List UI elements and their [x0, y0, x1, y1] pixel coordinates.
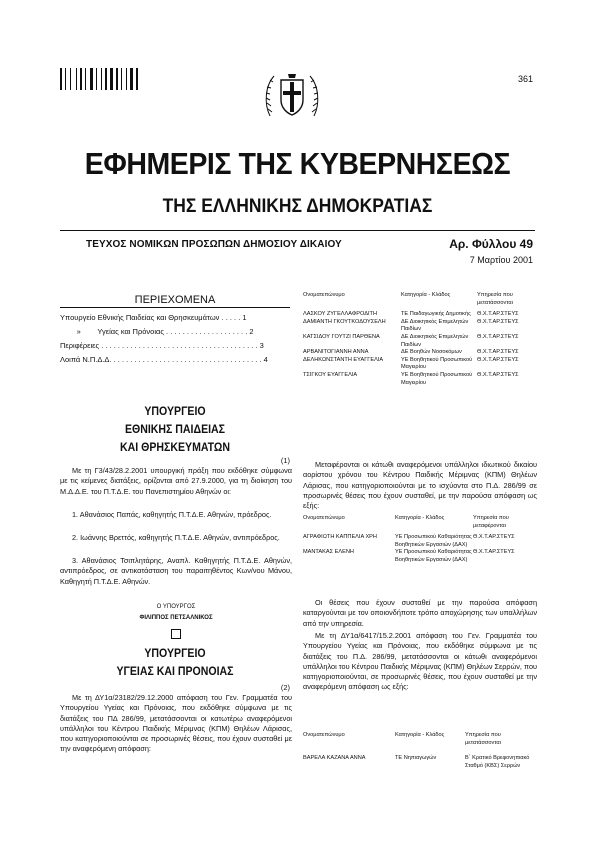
table-header-cell: Κατηγορία - Κλάδος	[395, 732, 445, 738]
barcode-bar	[76, 68, 77, 90]
page-number: 361	[517, 74, 533, 84]
sheet-number: Αρ. Φύλλου 49	[449, 237, 533, 251]
toc-item-label: Περιφέρειες	[60, 341, 100, 350]
table-cell: ΤΕ Παιδαγωγικής Δημοτικής	[401, 311, 471, 318]
toc-heading: ΠΕΡΙΕΧΟΜΕΝΑ	[134, 294, 216, 306]
barcode-bar	[119, 68, 120, 90]
barcode-bar	[60, 68, 62, 90]
table-header-row	[303, 515, 537, 530]
barcode-bar	[130, 68, 133, 90]
barcode-bar	[63, 68, 64, 90]
barcode-bar	[114, 68, 115, 90]
toc-leader: . . . . . . . . . . . . . . . . . . . . . . . . . . . . . . . . . . . . . .	[99, 341, 260, 350]
table-cell: Θ.Χ.Τ.ΑΡ.ΣΤΕΥΣ	[477, 333, 519, 340]
decision-paragraph: Οι θέσεις που έχουν συσταθεί με την παρούσα απόφαση καταργούνται με τον οποιονδήποτε τρόπο αποχώρησης των υπαλλήλων από την υπηρεσία.	[303, 598, 537, 628]
issue-type: ΤΕΥΧΟΣ ΝΟΜΙΚΩΝ ΠΡΟΣΩΠΩΝ ΔΗΜΟΣΙΟΥ ΔΙΚΑΙΟΥ	[86, 239, 342, 250]
table-cell: ΥΕ Προσωπικού Καθαριότητας Βοηθητικών Εργασιών (ΔΑΧ)	[395, 549, 472, 563]
barcode-bar	[83, 68, 84, 90]
table-cell: ΤΕ Νηπιαγωγών	[395, 755, 437, 762]
table-row	[303, 319, 537, 334]
table-cell: ΥΕ Βοηθητικού Προσωπικού Μαγειρίου	[401, 356, 473, 371]
barcode-bar	[78, 68, 79, 90]
barcode-bar	[121, 68, 122, 90]
decision-paragraph: Μεταφέρονται οι κάτωθι αναφερόμενοι υπάλληλοι ιδιωτικού δικαίου αορίστου χρόνου του Κέντρου Παιδικής Μέριμνας (ΚΠΜ) Θηλέων Λάρισας, που κατηγοριοποιούνται με το ισχύοντα στο Π.Δ. 286/99 σε προσωρινές θέσεις που έχουν συσταθεί, με την παρούσα απόφαση ως εξής:	[303, 460, 537, 511]
table-header-cell: Υπηρεσία που μετατάσσονται	[465, 732, 501, 746]
toc-item[interactable]	[60, 341, 292, 350]
toc-leader: . . . . . . . . . . . . . . . . . . . .	[163, 327, 250, 336]
toc-page: 2	[249, 327, 254, 336]
signature-name: ΦΙΛΙΠΠΟΣ ΠΕΤΣΑΛΝΙΚΟΣ	[139, 615, 213, 621]
toc-divider	[60, 307, 290, 308]
barcode-bar	[108, 68, 109, 90]
decision-paragraph: 3. Αθανάσιος Τσιπλητάρης, Αναπλ. Καθηγητής Π.Τ.Δ.Ε. Αθηνών, αντιπρόεδρος, σε αντικατάσταση του παραιτηθέντος Κων/νου Μάνου, Καθηγητή Π.Τ.Δ.Ε. Αθηνών.	[60, 556, 292, 586]
table-row	[303, 357, 537, 372]
table-cell: ΜΑΝΤΑΚΑΣ ΕΛΕΝΗ	[303, 549, 354, 556]
barcode-bar	[110, 68, 113, 90]
table-header-cell: Ονοματεπώνυμο	[303, 515, 345, 521]
table-cell: Θ.Χ.Τ.ΑΡ.ΣΤΕΥΣ	[477, 371, 519, 378]
table-header-cell: Υπηρεσία που μεταφέρονται	[473, 515, 509, 529]
table-cell: ΑΓΡΑΦΙΩΤΗ ΚΑΠΠΕΛΙΑ ΧΡΗ	[303, 534, 377, 541]
personnel-table	[303, 515, 537, 565]
toc-item-label: Υπουργείο Εθνικής Παιδείας και Θρησκευμάτων	[60, 313, 220, 322]
barcode-bar	[103, 68, 104, 90]
toc-page: 3	[259, 341, 264, 350]
table-row	[303, 334, 537, 349]
toc-page: 4	[263, 355, 268, 364]
table-header-cell: Κατηγορία - Κλάδος	[401, 292, 451, 298]
table-cell: ΛΑΣΚΟΥ ΖΥΓΕΛΛΑΦΡΟΔΙΤΗ	[303, 311, 378, 318]
table-cell: Β΄ Κρατικό Βρεφονηπιακό Σταθμό (ΚΒΣ) Σερρών	[465, 755, 530, 769]
header-divider	[60, 230, 535, 231]
table-cell: Θ.Χ.Τ.ΑΡ.ΣΤΕΥΣ	[477, 318, 519, 325]
table-cell: ΔΕ Βοηθών Νοσοκόμων	[401, 349, 462, 356]
decision-number: (2)	[280, 683, 290, 692]
table-cell: Θ.Χ.Τ.ΑΡ.ΣΤΕΥΣ	[477, 311, 519, 318]
table-row	[303, 549, 537, 564]
table-cell: Θ.Χ.Τ.ΑΡ.ΣΤΕΥΣ	[473, 534, 515, 541]
barcode-bar	[123, 68, 125, 90]
signature-role: Ο ΥΠΟΥΡΓΟΣ	[156, 604, 196, 610]
table-header-cell: Υπηρεσία που μετατάσσονται	[477, 292, 513, 306]
table-cell: ΔΑΜΙΑΝΤΗ ΓΚΟΥΤΚΟΔΟΥΣΕΛΗ	[303, 318, 386, 325]
table-row	[303, 755, 537, 770]
table-cell: ΚΑΤΣΙΔΟΥ ΓΟΥΤΖΙ ΠΑΡΘΕΝΑ	[303, 333, 380, 340]
barcode-bar	[85, 68, 86, 90]
barcode-bar	[72, 68, 75, 90]
table-row	[303, 534, 537, 549]
table-row	[303, 372, 537, 387]
barcode-bar	[70, 68, 71, 90]
table-cell: Θ.Χ.Τ.ΑΡ.ΣΤΕΥΣ	[477, 349, 519, 356]
toc-leader: . . . . . . . . . . . . . . . . . . . . . . . . . . . . . . . . . . . .	[111, 355, 264, 364]
barcode-bar	[80, 68, 82, 90]
personnel-table	[303, 732, 537, 770]
toc-item-label: Λοιπά Ν.Π.Δ.Δ.	[60, 355, 112, 364]
table-cell: ΑΡΒΑΝΙΤΟΓΙΑΝΝΗ ΑΝΝΑ	[303, 349, 369, 356]
decision-paragraph: Με τη ΔΥ1α/6417/15.2.2001 απόφαση του Γεν. Γραμματέα του Υπουργείου Υγείας και Πρόνοιας, που εκδόθηκε σύμφωνα με τις διατάξεις του Π.Δ. 286/99, μετατάσσονται οι κάτωθι αναφερόμενοι υπάλληλοι του Κέντρου Παιδικής Μέριμνας (ΚΠΜ) Θηλέων Σερρών, που κατηγοριοποιούνται, σε προσωρινές θέσεις, που έχουν συσταθεί με την αναφερόμενη απόφαση ως εξής:	[303, 631, 537, 692]
barcode-bar	[96, 68, 97, 90]
table-header-cell: Ονοματεπώνυμο	[303, 732, 345, 738]
table-row	[303, 349, 537, 357]
decision-paragraph: Με τη Γ3/43/28.2.2001 υπουργική πράξη που εκδόθηκε σύμφωνα με τις κείμενες διατάξεις, ορίζονται από 27.9.2000, για τη διοίκηση του Μ.Δ.Δ.Ε. του Π.Τ.Δ.Ε. του Πανεπιστημίου Αθηνών οι:	[60, 466, 292, 496]
greek-coat-of-arms-icon	[262, 68, 322, 122]
issue-date: 7 Μαρτίου 2001	[469, 255, 533, 265]
ministry-heading: ΥΠΟΥΡΓΕΙΟ	[144, 404, 206, 418]
table-cell: ΥΕ Προσωπικού Καθαριότητας Βοηθητικών Εργασιών (ΔΑΧ)	[395, 534, 472, 548]
toc-item-label: » Υγείας και Πρόνοιας	[60, 327, 164, 336]
table-cell: ΒΑΡΕΛΑ ΚΑΖΑΝΑ ΑΝΝΑ	[303, 755, 366, 762]
table-cell: ΤΣΙΓΚΟΥ ΕΥΑΓΓΕΛΙΑ	[303, 371, 358, 378]
gazette-subtitle: ΤΗΣ ΕΛΛΗΝΙΚΗΣ ΔΗΜΟΚΡΑΤΙΑΣ	[162, 196, 433, 217]
toc-item[interactable]	[60, 355, 292, 364]
barcode-bar	[128, 68, 129, 90]
table-cell: ΔΕ Διοικητικός Επιμελητών Παιδίων	[401, 318, 469, 333]
table-cell: Θ.Χ.Τ.ΑΡ.ΣΤΕΥΣ	[473, 549, 515, 556]
barcode-bar	[87, 68, 89, 90]
gazette-title: ΕΦΗΜΕΡΙΣ ΤΗΣ ΚΥΒΕΡΝΗΣΕΩΣ	[84, 146, 511, 181]
toc-page: 1	[242, 313, 247, 322]
ministry-heading: ΥΓΕΙΑΣ ΚΑΙ ΠΡΟΝΟΙΑΣ	[116, 664, 234, 678]
table-header-cell: Κατηγορία - Κλάδος	[395, 515, 445, 521]
table-cell: ΥΕ Βοηθητικού Προσωπικού Μαγειρίου	[401, 371, 473, 386]
ministry-heading: ΚΑΙ ΘΡΗΣΚΕΥΜΑΤΩΝ	[120, 440, 230, 454]
barcode-bar	[90, 68, 93, 90]
barcode-bar	[101, 68, 102, 90]
ministry-heading: ΕΘΝΙΚΗΣ ΠΑΙΔΕΙΑΣ	[124, 422, 226, 436]
barcode-bar	[65, 68, 66, 90]
decision-paragraph: 1. Αθανάσιος Παπάς, καθηγητής Π.Τ.Δ.Ε. Αθηνών, πρόεδρος.	[72, 510, 272, 519]
barcode	[60, 62, 150, 90]
table-header-cell: Ονοματεπώνυμο	[303, 292, 345, 298]
toc-leader: . . . . .	[219, 313, 243, 322]
section-separator-square	[171, 629, 181, 639]
table-row	[303, 311, 537, 319]
table-header-row	[303, 292, 537, 307]
barcode-bar	[98, 68, 100, 90]
barcode-bar	[67, 68, 69, 90]
table-cell: ΔΕΛΗΚΩΝΣΤΑΝΤΗ ΕΥΑΓΓΕΛΙΑ	[303, 356, 384, 363]
decision-number: (1)	[280, 456, 290, 465]
barcode-bar	[139, 68, 140, 90]
table-cell: Θ.Χ.Τ.ΑΡ.ΣΤΕΥΣ	[477, 356, 519, 363]
barcode-bar	[134, 68, 135, 90]
barcode-bar	[136, 68, 138, 90]
toc-item[interactable]	[60, 327, 292, 336]
barcode-bar	[94, 68, 95, 90]
personnel-table	[303, 292, 537, 387]
barcode-bar	[105, 68, 107, 90]
table-cell: ΔΕ Διοικητικός Επιμελητών Παιδίων	[401, 333, 469, 348]
table-header-row	[303, 732, 537, 747]
decision-paragraph: Με τη ΔΥ1α/23182/29.12.2000 απόφαση του Γεν. Γραμματέα του Υπουργείου Υγείας και Πρόνοιας, που εκδόθηκε σύμφωνα με τις διατάξεις του ΠΔ 286/99, μετατάσσονται οι κατωτέρω αναφερόμενοι υπάλληλοι του Κέντρου Παιδικής Μέριμνας (ΚΠΜ) Θηλέων Λάρισας, που κατηγοριοποιούνται σε προσωρινές θέσεις, που έχουν συσταθεί με την αναφερόμενη απόφαση:	[60, 693, 292, 754]
toc-item[interactable]	[60, 313, 292, 322]
ministry-heading: ΥΠΟΥΡΓΕΙΟ	[144, 646, 206, 660]
decision-paragraph: 2. Ιωάννης Βρεττός, καθηγητής Π.Τ.Δ.Ε. Αθηνών, αντιπρόεδρος.	[72, 533, 280, 542]
barcode-bar	[116, 68, 118, 90]
barcode-bar	[126, 68, 127, 90]
